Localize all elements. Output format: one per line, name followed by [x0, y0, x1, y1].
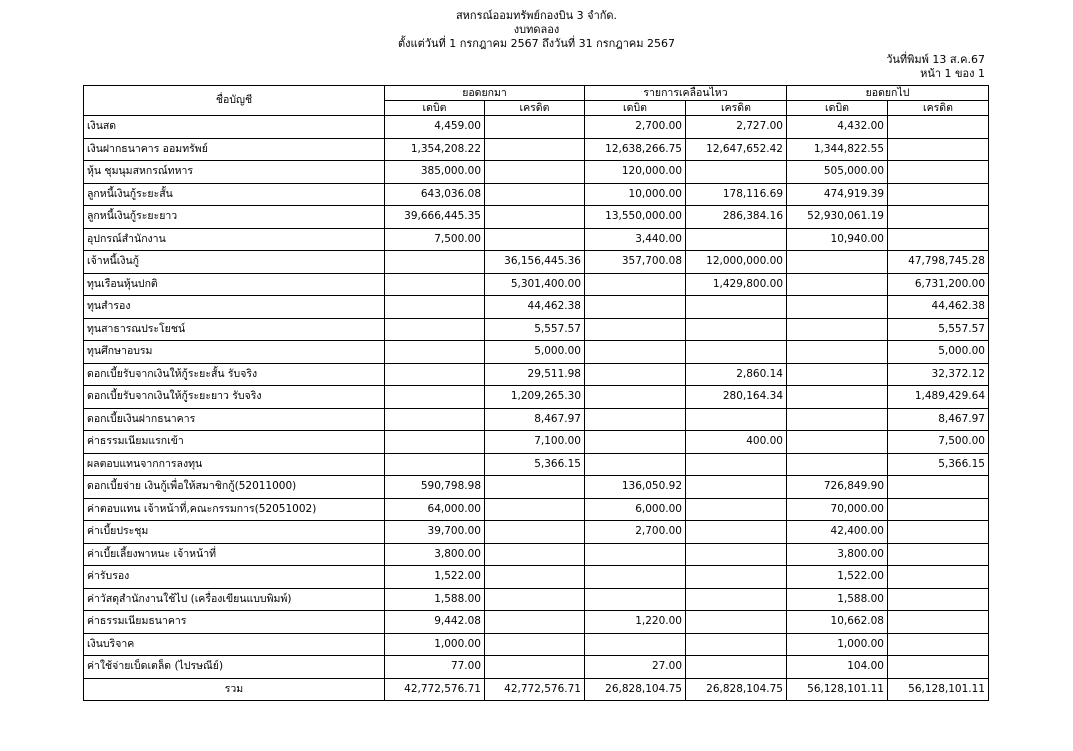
amount-cell [585, 543, 686, 566]
total-amount: 26,828,104.75 [686, 678, 787, 701]
amount-cell [686, 566, 787, 589]
amount-cell [485, 566, 585, 589]
amount-cell [385, 431, 485, 454]
table-row [84, 318, 989, 341]
amount-cell: 1,209,265.30 [485, 386, 585, 409]
table-row [84, 206, 989, 229]
amount-cell [585, 408, 686, 431]
amount-cell [787, 251, 888, 274]
amount-cell [888, 611, 989, 634]
amount-cell: 5,366.15 [888, 453, 989, 476]
table-row [84, 183, 989, 206]
account-name: ลูกหนี้เงินกู้ระยะยาว [84, 206, 385, 229]
account-name: ค่าเบี้ยเลี้ยงพาหนะ เจ้าหน้าที่ [84, 543, 385, 566]
amount-cell: 104.00 [787, 656, 888, 679]
table-row [84, 521, 989, 544]
table-row [84, 476, 989, 499]
amount-cell [385, 296, 485, 319]
amount-cell: 1,429,800.00 [686, 273, 787, 296]
amount-cell [888, 543, 989, 566]
amount-cell [686, 543, 787, 566]
account-name: เงินสด [84, 116, 385, 139]
amount-cell: 6,000.00 [585, 498, 686, 521]
amount-cell: 400.00 [686, 431, 787, 454]
total-label: รวม [84, 678, 385, 701]
amount-cell: 7,500.00 [888, 431, 989, 454]
table-row [84, 363, 989, 386]
amount-cell: 643,036.08 [385, 183, 485, 206]
amount-cell: 474,919.39 [787, 183, 888, 206]
amount-cell [686, 341, 787, 364]
account-name: ค่าธรรมเนียมธนาคาร [84, 611, 385, 634]
amount-cell [686, 498, 787, 521]
amount-cell [485, 476, 585, 499]
account-name: ดอกเบี้ยเงินฝากธนาคาร [84, 408, 385, 431]
amount-cell: 1,000.00 [787, 633, 888, 656]
amount-cell: 6,731,200.00 [888, 273, 989, 296]
amount-cell [686, 318, 787, 341]
group-header-movements: รายการเคลื่อนไหว [585, 86, 787, 101]
org-title: สหกรณ์ออมทรัพย์กองบิน 3 จำกัด. [455, 9, 618, 22]
amount-cell: 5,557.57 [485, 318, 585, 341]
amount-cell: 47,798,745.28 [888, 251, 989, 274]
amount-cell [787, 453, 888, 476]
amount-cell: 505,000.00 [787, 161, 888, 184]
amount-cell [686, 161, 787, 184]
amount-cell: 136,050.92 [585, 476, 686, 499]
amount-cell: 9,442.08 [385, 611, 485, 634]
amount-cell [585, 588, 686, 611]
table-row [84, 116, 989, 139]
total-amount: 26,828,104.75 [585, 678, 686, 701]
amount-cell [787, 341, 888, 364]
amount-cell [385, 386, 485, 409]
total-row [84, 678, 989, 701]
amount-cell: 44,462.38 [485, 296, 585, 319]
account-name: ค่าใช้จ่ายเบ็ดเตล็ด (ไปรษณีย์) [84, 656, 385, 679]
amount-cell [686, 588, 787, 611]
account-name: ค่าวัสดุสำนักงานใช้ไป (เครื่องเขียนแบบพิมพ์) [84, 588, 385, 611]
amount-cell: 590,798.98 [385, 476, 485, 499]
amount-cell: 77.00 [385, 656, 485, 679]
amount-cell: 2,727.00 [686, 116, 787, 139]
account-name: ค่าตอบแทน เจ้าหน้าที่,คณะกรรมการ(52051002) [84, 498, 385, 521]
amount-cell: 280,164.34 [686, 386, 787, 409]
amount-cell: 13,550,000.00 [585, 206, 686, 229]
table-row [84, 341, 989, 364]
account-name: ค่ารับรอง [84, 566, 385, 589]
amount-cell: 8,467.97 [485, 408, 585, 431]
table-row [84, 228, 989, 251]
amount-cell: 1,220.00 [585, 611, 686, 634]
subheader-debit: เดบิต [385, 101, 485, 116]
amount-cell [686, 228, 787, 251]
amount-cell [585, 566, 686, 589]
amount-cell [888, 656, 989, 679]
amount-cell: 4,459.00 [385, 116, 485, 139]
amount-cell [787, 296, 888, 319]
amount-cell: 64,000.00 [385, 498, 485, 521]
amount-cell [686, 453, 787, 476]
account-name: ดอกเบี้ยรับจากเงินให้กู้ระยะสั้น รับจริง [84, 363, 385, 386]
amount-cell [585, 386, 686, 409]
amount-cell: 12,000,000.00 [686, 251, 787, 274]
amount-cell: 1,000.00 [385, 633, 485, 656]
subheader-credit: เครดิต [686, 101, 787, 116]
page-number: หน้า 1 ของ 1 [920, 67, 985, 80]
amount-cell: 29,511.98 [485, 363, 585, 386]
amount-cell: 385,000.00 [385, 161, 485, 184]
amount-cell [888, 183, 989, 206]
amount-cell: 12,638,266.75 [585, 138, 686, 161]
subheader-debit: เดบิต [787, 101, 888, 116]
table-row [84, 498, 989, 521]
amount-cell [485, 656, 585, 679]
amount-cell: 70,000.00 [787, 498, 888, 521]
amount-cell [485, 183, 585, 206]
account-name: ลูกหนี้เงินกู้ระยะสั้น [84, 183, 385, 206]
table-row [84, 588, 989, 611]
trial-balance-table [83, 85, 989, 701]
amount-cell: 10,662.08 [787, 611, 888, 634]
account-name: ทุนเรือนหุ้นปกติ [84, 273, 385, 296]
amount-cell [888, 116, 989, 139]
amount-cell: 2,860.14 [686, 363, 787, 386]
table-row [84, 453, 989, 476]
amount-cell: 1,588.00 [385, 588, 485, 611]
amount-cell [686, 408, 787, 431]
amount-cell: 4,432.00 [787, 116, 888, 139]
table-row [84, 251, 989, 274]
amount-cell: 44,462.38 [888, 296, 989, 319]
amount-cell [686, 611, 787, 634]
report-title: งบทดลอง [513, 23, 560, 36]
amount-cell: 8,467.97 [888, 408, 989, 431]
amount-cell [585, 318, 686, 341]
amount-cell [485, 521, 585, 544]
amount-cell [385, 453, 485, 476]
amount-cell [585, 273, 686, 296]
amount-cell: 1,489,429.64 [888, 386, 989, 409]
amount-cell: 178,116.69 [686, 183, 787, 206]
amount-cell: 36,156,445.36 [485, 251, 585, 274]
amount-cell: 27.00 [585, 656, 686, 679]
amount-cell: 10,000.00 [585, 183, 686, 206]
amount-cell [888, 588, 989, 611]
amount-cell [485, 206, 585, 229]
amount-cell [485, 138, 585, 161]
amount-cell: 5,557.57 [888, 318, 989, 341]
table-row [84, 296, 989, 319]
subheader-credit: เครดิต [485, 101, 585, 116]
table-row [84, 633, 989, 656]
amount-cell [385, 408, 485, 431]
amount-cell: 32,372.12 [888, 363, 989, 386]
amount-cell: 726,849.90 [787, 476, 888, 499]
amount-cell [385, 251, 485, 274]
subheader-debit: เดบิต [585, 101, 686, 116]
amount-cell: 1,354,208.22 [385, 138, 485, 161]
account-name: ค่าเบี้ยประชุม [84, 521, 385, 544]
account-name: ดอกเบี้ยจ่าย เงินกู้เพื่อให้สมาชิกกู้(52011000) [84, 476, 385, 499]
account-name: เงินฝากธนาคาร ออมทรัพย์ [84, 138, 385, 161]
amount-cell [485, 633, 585, 656]
amount-cell [485, 543, 585, 566]
amount-cell [585, 633, 686, 656]
column-header-account: ชื่อบัญชี [84, 86, 385, 116]
table-row [84, 566, 989, 589]
amount-cell [585, 296, 686, 319]
account-name: ผลตอบแทนจากการลงทุน [84, 453, 385, 476]
amount-cell: 7,500.00 [385, 228, 485, 251]
amount-cell [686, 476, 787, 499]
amount-cell: 2,700.00 [585, 521, 686, 544]
total-amount: 42,772,576.71 [485, 678, 585, 701]
amount-cell [485, 116, 585, 139]
amount-cell: 10,940.00 [787, 228, 888, 251]
amount-cell: 42,400.00 [787, 521, 888, 544]
group-header-carried-forward: ยอดยกไป [787, 86, 989, 101]
amount-cell [585, 341, 686, 364]
amount-cell [485, 498, 585, 521]
table-row [84, 611, 989, 634]
account-name: ค่าธรรมเนียมแรกเข้า [84, 431, 385, 454]
amount-cell [888, 161, 989, 184]
report-period: ตั้งแต่วันที่ 1 กรกฎาคม 2567 ถึงวันที่ 31 กรกฎาคม 2567 [398, 37, 675, 50]
amount-cell: 2,700.00 [585, 116, 686, 139]
amount-cell [888, 498, 989, 521]
amount-cell [787, 408, 888, 431]
table-row [84, 161, 989, 184]
amount-cell: 5,000.00 [888, 341, 989, 364]
amount-cell [485, 228, 585, 251]
table-row [84, 431, 989, 454]
total-amount: 42,772,576.71 [385, 678, 485, 701]
account-name: เจ้าหนี้เงินกู้ [84, 251, 385, 274]
amount-cell: 1,588.00 [787, 588, 888, 611]
amount-cell [385, 363, 485, 386]
amount-cell [385, 318, 485, 341]
amount-cell: 52,930,061.19 [787, 206, 888, 229]
amount-cell [888, 633, 989, 656]
amount-cell [888, 228, 989, 251]
amount-cell: 120,000.00 [585, 161, 686, 184]
table-row [84, 138, 989, 161]
group-header-brought-forward: ยอดยกมา [385, 86, 585, 101]
account-name: หุ้น ชุมนุมสหกรณ์ทหาร [84, 161, 385, 184]
amount-cell [585, 453, 686, 476]
amount-cell: 12,647,652.42 [686, 138, 787, 161]
amount-cell: 3,440.00 [585, 228, 686, 251]
amount-cell [485, 611, 585, 634]
amount-cell: 3,800.00 [385, 543, 485, 566]
table-row [84, 273, 989, 296]
amount-cell: 5,301,400.00 [485, 273, 585, 296]
amount-cell [585, 431, 686, 454]
account-name: ทุนสาธารณประโยชน์ [84, 318, 385, 341]
account-name: ทุนศึกษาอบรม [84, 341, 385, 364]
amount-cell: 7,100.00 [485, 431, 585, 454]
table-row [84, 543, 989, 566]
amount-cell [787, 363, 888, 386]
amount-cell: 1,522.00 [787, 566, 888, 589]
amount-cell [385, 273, 485, 296]
table-row [84, 408, 989, 431]
amount-cell: 3,800.00 [787, 543, 888, 566]
amount-cell [686, 656, 787, 679]
amount-cell [585, 363, 686, 386]
amount-cell [787, 431, 888, 454]
table-row [84, 386, 989, 409]
amount-cell [686, 633, 787, 656]
amount-cell: 5,366.15 [485, 453, 585, 476]
amount-cell: 357,700.08 [585, 251, 686, 274]
amount-cell: 1,344,822.55 [787, 138, 888, 161]
amount-cell: 5,000.00 [485, 341, 585, 364]
account-name: เงินบริจาค [84, 633, 385, 656]
table-row [84, 656, 989, 679]
amount-cell: 286,384.16 [686, 206, 787, 229]
amount-cell [888, 566, 989, 589]
total-amount: 56,128,101.11 [787, 678, 888, 701]
print-date: วันที่พิมพ์ 13 ส.ค.67 [886, 53, 985, 66]
amount-cell [888, 138, 989, 161]
amount-cell [485, 161, 585, 184]
total-amount: 56,128,101.11 [888, 678, 989, 701]
amount-cell [686, 296, 787, 319]
amount-cell [485, 588, 585, 611]
amount-cell [888, 206, 989, 229]
amount-cell [888, 476, 989, 499]
amount-cell: 39,666,445.35 [385, 206, 485, 229]
amount-cell: 39,700.00 [385, 521, 485, 544]
subheader-credit: เครดิต [888, 101, 989, 116]
amount-cell [686, 521, 787, 544]
amount-cell [787, 273, 888, 296]
account-name: ดอกเบี้ยรับจากเงินให้กู้ระยะยาว รับจริง [84, 386, 385, 409]
amount-cell [385, 341, 485, 364]
amount-cell [888, 521, 989, 544]
amount-cell [787, 318, 888, 341]
amount-cell [787, 386, 888, 409]
account-name: อุปกรณ์สำนักงาน [84, 228, 385, 251]
amount-cell: 1,522.00 [385, 566, 485, 589]
account-name: ทุนสำรอง [84, 296, 385, 319]
